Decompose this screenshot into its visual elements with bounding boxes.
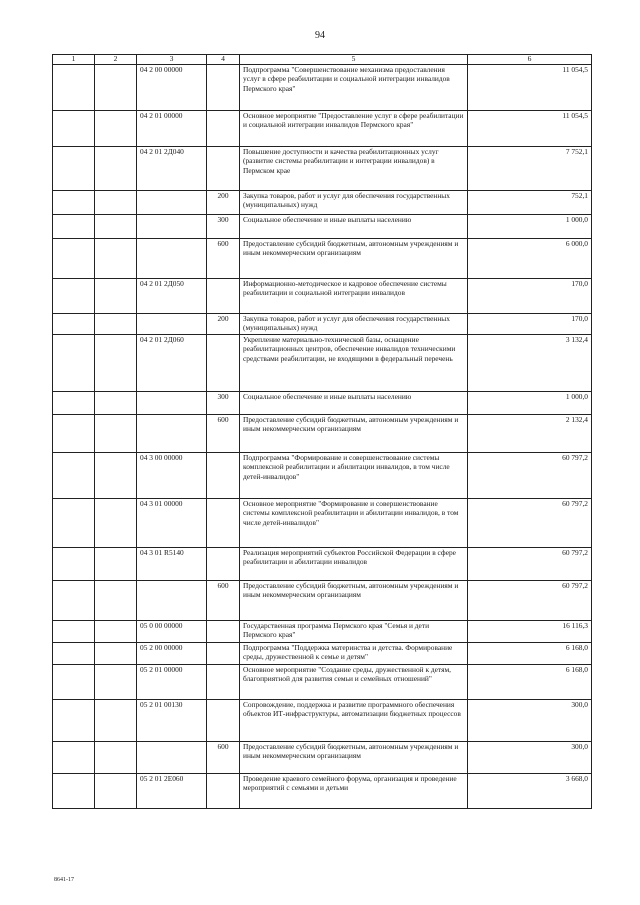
row-name: Предоставление субсидий бюджетным, автономным учреждениям и иным некоммерческим организациям [240,239,468,279]
table-row [53,392,592,415]
row-name: Подпрограмма "Формирование и совершенствование системы комплексной реабилитации и абилитации инвалидов, в том числе детей-инвалидов" [240,453,468,499]
empty-cell [95,415,137,453]
row-code [137,239,207,279]
row-code [137,392,207,415]
empty-cell [53,314,95,335]
empty-cell [53,621,95,643]
row-code [137,215,207,239]
row-name: Государственная программа Пермского края "Семья и дети Пермского края" [240,621,468,643]
table-row [53,548,592,581]
empty-cell [95,643,137,665]
empty-cell [53,215,95,239]
row-vr [207,700,240,742]
row-amount: 3 132,4 [468,335,592,392]
row-amount: 6 000,0 [468,239,592,279]
row-code: 04 2 01 2Д060 [137,335,207,392]
budget-table [52,54,592,809]
row-name: Укрепление материально-технической базы, оснащение реабилитационных центров, обеспечение инвалидов техническими средствами реабилитации, не входящими в федеральный перечень [240,335,468,392]
row-amount: 6 168,0 [468,665,592,700]
row-name: Информационно-методическое и кадровое обеспечение системы реабилитации и социальной интеграции инвалидов [240,279,468,314]
row-vr [207,621,240,643]
empty-cell [95,581,137,621]
table-row [53,147,592,191]
row-vr: 600 [207,415,240,453]
column-header: 6 [468,55,592,65]
table-row [53,665,592,700]
row-name: Предоставление субсидий бюджетным, автономным учреждениям и иным некоммерческим организациям [240,742,468,774]
table-row [53,314,592,335]
table-row [53,111,592,147]
empty-cell [53,453,95,499]
empty-cell [95,335,137,392]
row-code [137,314,207,335]
table-row [53,581,592,621]
empty-cell [95,700,137,742]
row-amount: 3 668,0 [468,774,592,809]
row-vr: 600 [207,581,240,621]
row-vr [207,279,240,314]
empty-cell [95,147,137,191]
row-name: Социальное обеспечение и иные выплаты населению [240,392,468,415]
column-header: 1 [53,55,95,65]
row-code: 04 2 01 2Д040 [137,147,207,191]
row-name: Предоставление субсидий бюджетным, автономным учреждениям и иным некоммерческим организациям [240,415,468,453]
empty-cell [53,742,95,774]
row-code [137,581,207,621]
row-name: Основное мероприятие "Создание среды, дружественной к детям, благоприятной для развития семьи и семейных отношений" [240,665,468,700]
row-amount: 60 797,2 [468,499,592,548]
row-code: 04 2 00 00000 [137,65,207,111]
row-code: 04 2 01 00000 [137,111,207,147]
header-row [53,55,592,65]
empty-cell [53,581,95,621]
column-header: 5 [240,55,468,65]
row-name: Проведение краевого семейного форума, организация и проведение мероприятий с семьями и детьми [240,774,468,809]
row-code: 04 3 01 00000 [137,499,207,548]
row-vr [207,643,240,665]
row-vr [207,65,240,111]
empty-cell [95,65,137,111]
empty-cell [95,548,137,581]
column-header: 3 [137,55,207,65]
row-vr [207,548,240,581]
row-vr [207,665,240,700]
column-header: 2 [95,55,137,65]
row-amount: 7 752,1 [468,147,592,191]
row-amount: 170,0 [468,279,592,314]
row-code: 05 2 01 00000 [137,665,207,700]
empty-cell [95,774,137,809]
row-vr: 200 [207,191,240,215]
table-row [53,700,592,742]
table-row [53,279,592,314]
row-code: 04 3 00 00000 [137,453,207,499]
row-vr [207,499,240,548]
empty-cell [95,453,137,499]
row-name: Предоставление субсидий бюджетным, автономным учреждениям и иным некоммерческим организациям [240,581,468,621]
row-code [137,742,207,774]
empty-cell [53,239,95,279]
row-amount: 16 116,3 [468,621,592,643]
empty-cell [53,335,95,392]
row-code: 05 0 00 00000 [137,621,207,643]
row-vr: 300 [207,392,240,415]
row-name: Основное мероприятие "Предоставление услуг в сфере реабилитации и социальной интеграции инвалидов Пермского края" [240,111,468,147]
empty-cell [53,147,95,191]
row-amount: 60 797,2 [468,581,592,621]
row-code: 04 3 01 R5140 [137,548,207,581]
row-name: Закупка товаров, работ и услуг для обеспечения государственных (муниципальных) нужд [240,314,468,335]
row-vr: 200 [207,314,240,335]
row-name: Социальное обеспечение и иные выплаты населению [240,215,468,239]
row-vr [207,111,240,147]
empty-cell [95,665,137,700]
table-row [53,742,592,774]
row-amount: 11 054,5 [468,111,592,147]
table-row [53,65,592,111]
table-row [53,499,592,548]
row-amount: 2 132,4 [468,415,592,453]
table-row [53,335,592,392]
empty-cell [95,111,137,147]
table-row [53,621,592,643]
row-vr [207,147,240,191]
row-name: Подпрограмма "Поддержка материнства и детства. Формирование среды, дружественной к семье и детям" [240,643,468,665]
page-number: 94 [315,30,325,41]
row-vr: 600 [207,239,240,279]
row-code: 05 2 01 2Е060 [137,774,207,809]
row-name: Реализация мероприятий субъектов Российской Федерации в сфере реабилитации и абилитации инвалидов [240,548,468,581]
empty-cell [95,279,137,314]
row-amount: 300,0 [468,700,592,742]
empty-cell [53,548,95,581]
empty-cell [53,415,95,453]
row-amount: 170,0 [468,314,592,335]
empty-cell [95,742,137,774]
empty-cell [95,215,137,239]
table-row [53,215,592,239]
row-amount: 60 797,2 [468,548,592,581]
empty-cell [53,643,95,665]
row-code [137,191,207,215]
row-name: Повышение доступности и качества реабилитационных услуг (развитие системы реабилитации и интеграции инвалидов) в Пермском крае [240,147,468,191]
row-amount: 300,0 [468,742,592,774]
empty-cell [53,191,95,215]
empty-cell [95,314,137,335]
empty-cell [53,111,95,147]
empty-cell [95,191,137,215]
row-name: Подпрограмма "Совершенствование механизма предоставления услуг в сфере реабилитации и социальной интеграции инвалидов Пермского края" [240,65,468,111]
table-body [53,65,592,809]
row-amount: 11 054,5 [468,65,592,111]
table-row [53,191,592,215]
row-vr [207,335,240,392]
empty-cell [95,499,137,548]
empty-cell [53,774,95,809]
row-code: 05 2 01 00130 [137,700,207,742]
row-amount: 1 000,0 [468,215,592,239]
row-code: 04 2 01 2Д050 [137,279,207,314]
column-header: 4 [207,55,240,65]
table-row [53,239,592,279]
row-name: Основное мероприятие "Формирование и совершенствование системы комплексной реабилитации и абилитации инвалидов, в том числе детей-инвалидов" [240,499,468,548]
row-amount: 1 000,0 [468,392,592,415]
table-row [53,415,592,453]
row-name: Сопровождение, поддержка и развитие программного обеспечения объектов ИТ-инфраструктуры, автоматизации бюджетных процессов [240,700,468,742]
empty-cell [53,279,95,314]
row-vr [207,774,240,809]
table-row [53,774,592,809]
row-amount: 6 168,0 [468,643,592,665]
empty-cell [53,392,95,415]
footer-code: 8641-17 [54,877,74,883]
empty-cell [53,65,95,111]
row-vr: 300 [207,215,240,239]
row-code: 05 2 00 00000 [137,643,207,665]
table-row [53,453,592,499]
row-name: Закупка товаров, работ и услуг для обеспечения государственных (муниципальных) нужд [240,191,468,215]
empty-cell [95,621,137,643]
row-vr [207,453,240,499]
row-amount: 752,1 [468,191,592,215]
table-row [53,643,592,665]
empty-cell [95,239,137,279]
empty-cell [95,392,137,415]
row-code [137,415,207,453]
row-amount: 60 797,2 [468,453,592,499]
empty-cell [53,665,95,700]
empty-cell [53,499,95,548]
empty-cell [53,700,95,742]
row-vr: 600 [207,742,240,774]
